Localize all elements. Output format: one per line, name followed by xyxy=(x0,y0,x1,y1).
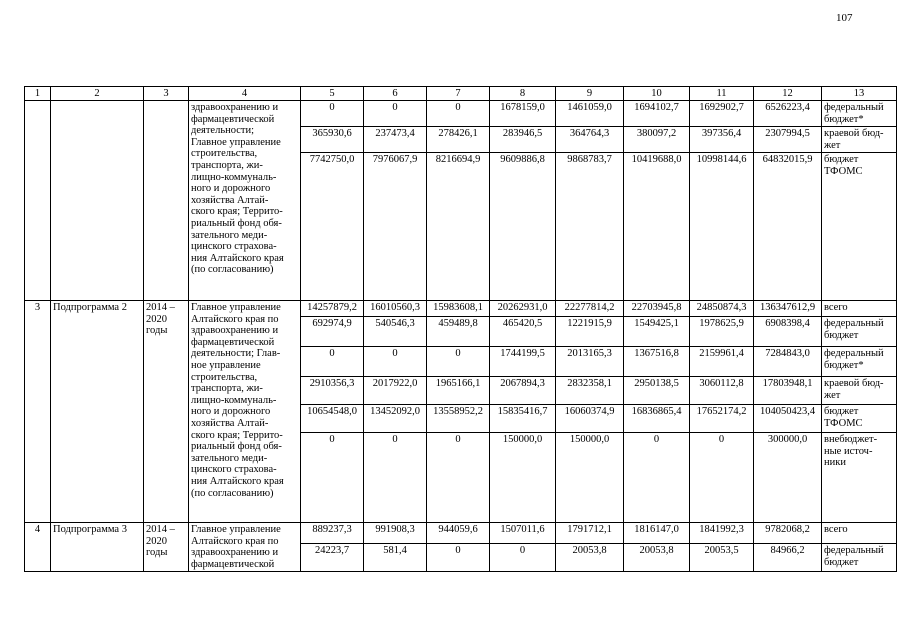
value-cell: 0 xyxy=(364,347,427,377)
funding-source-cell: краевой бюд- жет xyxy=(822,127,897,153)
value-cell: 465420,5 xyxy=(490,317,556,347)
value-cell: 150000,0 xyxy=(556,433,624,523)
subprogram-name-cell: Подпрограмма 2 xyxy=(51,301,144,523)
value-cell: 17652174,2 xyxy=(690,405,754,433)
value-cell: 2067894,3 xyxy=(490,377,556,405)
value-cell: 10998144,6 xyxy=(690,153,754,301)
value-cell: 2950138,5 xyxy=(624,377,690,405)
value-cell: 20262931,0 xyxy=(490,301,556,317)
value-cell: 20053,8 xyxy=(556,544,624,572)
value-cell: 1978625,9 xyxy=(690,317,754,347)
value-cell: 0 xyxy=(301,433,364,523)
row-number-cell: 4 xyxy=(25,523,51,572)
value-cell: 0 xyxy=(490,544,556,572)
value-cell: 150000,0 xyxy=(490,433,556,523)
value-cell: 1841992,3 xyxy=(690,523,754,544)
value-cell: 459489,8 xyxy=(427,317,490,347)
funding-source-cell: внебюджет- ные источ- ники xyxy=(822,433,897,523)
value-cell: 2832358,1 xyxy=(556,377,624,405)
value-cell: 16836865,4 xyxy=(624,405,690,433)
value-cell: 14257879,2 xyxy=(301,301,364,317)
header-cell: 3 xyxy=(144,87,189,101)
value-cell: 991908,3 xyxy=(364,523,427,544)
value-cell: 17803948,1 xyxy=(754,377,822,405)
value-cell: 1461059,0 xyxy=(556,101,624,127)
years-cell: 2014 – 2020 годы xyxy=(144,301,189,523)
value-cell: 1694102,7 xyxy=(624,101,690,127)
value-cell: 13452092,0 xyxy=(364,405,427,433)
value-cell: 20053,8 xyxy=(624,544,690,572)
subprogram-name-cell: Подпрограмма 3 xyxy=(51,523,144,572)
row-number-cell: 3 xyxy=(25,301,51,523)
funding-source-cell: федеральный бюджет xyxy=(822,317,897,347)
header-cell: 7 xyxy=(427,87,490,101)
value-cell: 24223,7 xyxy=(301,544,364,572)
funding-source-cell: федеральный бюджет* xyxy=(822,347,897,377)
value-cell: 2910356,3 xyxy=(301,377,364,405)
value-cell: 278426,1 xyxy=(427,127,490,153)
value-cell: 2307994,5 xyxy=(754,127,822,153)
funding-source-cell: федеральный бюджет* xyxy=(822,101,897,127)
value-cell: 1791712,1 xyxy=(556,523,624,544)
value-cell: 6526223,4 xyxy=(754,101,822,127)
value-cell: 7742750,0 xyxy=(301,153,364,301)
header-cell: 10 xyxy=(624,87,690,101)
value-cell: 0 xyxy=(427,101,490,127)
value-cell: 889237,3 xyxy=(301,523,364,544)
value-cell: 136347612,9 xyxy=(754,301,822,317)
table-row xyxy=(25,101,897,127)
executor-description-cell: Главное управление Алтайского края по здравоохранению и фармацевтической xyxy=(189,523,301,572)
value-cell: 0 xyxy=(427,347,490,377)
value-cell: 20053,5 xyxy=(690,544,754,572)
table-body xyxy=(25,87,897,572)
value-cell: 540546,3 xyxy=(364,317,427,347)
value-cell: 692974,9 xyxy=(301,317,364,347)
value-cell: 15983608,1 xyxy=(427,301,490,317)
value-cell: 84966,2 xyxy=(754,544,822,572)
value-cell: 300000,0 xyxy=(754,433,822,523)
page-number: 107 xyxy=(836,12,853,24)
years-cell: 2014 – 2020 годы xyxy=(144,523,189,572)
header-cell: 5 xyxy=(301,87,364,101)
executor-description-cell: здравоохранению и фармацевтической деятельности; Главное управление строительства, транспорта, жи- лищно-коммуналь- ного и дорожного хозяйства Алтай- ского края; Террито- риальный фонд обя- зательного меди- цинского страхова- ния Алтайского края (по согласованию) xyxy=(189,101,301,301)
value-cell: 10419688,0 xyxy=(624,153,690,301)
value-cell: 9782068,2 xyxy=(754,523,822,544)
value-cell: 1507011,6 xyxy=(490,523,556,544)
value-cell: 16010560,3 xyxy=(364,301,427,317)
table-row xyxy=(25,523,897,544)
value-cell: 0 xyxy=(364,433,427,523)
header-cell: 9 xyxy=(556,87,624,101)
value-cell: 1692902,7 xyxy=(690,101,754,127)
value-cell: 0 xyxy=(624,433,690,523)
value-cell: 397356,4 xyxy=(690,127,754,153)
value-cell: 0 xyxy=(301,101,364,127)
funding-source-cell: всего xyxy=(822,301,897,317)
funding-source-cell: бюджет ТФОМС xyxy=(822,405,897,433)
value-cell: 13558952,2 xyxy=(427,405,490,433)
value-cell: 22277814,2 xyxy=(556,301,624,317)
value-cell: 3060112,8 xyxy=(690,377,754,405)
value-cell: 237473,4 xyxy=(364,127,427,153)
years-cell xyxy=(144,101,189,301)
value-cell: 0 xyxy=(427,544,490,572)
value-cell: 104050423,4 xyxy=(754,405,822,433)
value-cell: 22703945,8 xyxy=(624,301,690,317)
value-cell: 9609886,8 xyxy=(490,153,556,301)
budget-table xyxy=(24,86,897,572)
value-cell: 10654548,0 xyxy=(301,405,364,433)
value-cell: 1367516,8 xyxy=(624,347,690,377)
value-cell: 365930,6 xyxy=(301,127,364,153)
header-cell: 2 xyxy=(51,87,144,101)
subprogram-name-cell xyxy=(51,101,144,301)
value-cell: 7284843,0 xyxy=(754,347,822,377)
funding-source-cell: бюджет ТФОМС xyxy=(822,153,897,301)
funding-source-cell: федеральный бюджет xyxy=(822,544,897,572)
value-cell: 1965166,1 xyxy=(427,377,490,405)
value-cell: 283946,5 xyxy=(490,127,556,153)
value-cell: 6908398,4 xyxy=(754,317,822,347)
value-cell: 1221915,9 xyxy=(556,317,624,347)
table-row xyxy=(25,301,897,317)
header-cell: 1 xyxy=(25,87,51,101)
header-cell: 6 xyxy=(364,87,427,101)
value-cell: 0 xyxy=(301,347,364,377)
value-cell: 944059,6 xyxy=(427,523,490,544)
value-cell: 64832015,9 xyxy=(754,153,822,301)
funding-source-cell: всего xyxy=(822,523,897,544)
value-cell: 0 xyxy=(427,433,490,523)
value-cell: 9868783,7 xyxy=(556,153,624,301)
value-cell: 380097,2 xyxy=(624,127,690,153)
value-cell: 1678159,0 xyxy=(490,101,556,127)
value-cell: 581,4 xyxy=(364,544,427,572)
header-cell: 11 xyxy=(690,87,754,101)
value-cell: 8216694,9 xyxy=(427,153,490,301)
value-cell: 15835416,7 xyxy=(490,405,556,433)
funding-source-cell: краевой бюд- жет xyxy=(822,377,897,405)
value-cell: 2159961,4 xyxy=(690,347,754,377)
header-cell: 13 xyxy=(822,87,897,101)
header-cell: 12 xyxy=(754,87,822,101)
row-number-cell xyxy=(25,101,51,301)
header-row xyxy=(25,87,897,101)
value-cell: 364764,3 xyxy=(556,127,624,153)
value-cell: 1549425,1 xyxy=(624,317,690,347)
value-cell: 16060374,9 xyxy=(556,405,624,433)
value-cell: 7976067,9 xyxy=(364,153,427,301)
value-cell: 2017922,0 xyxy=(364,377,427,405)
header-cell: 4 xyxy=(189,87,301,101)
value-cell: 24850874,3 xyxy=(690,301,754,317)
executor-description-cell: Главное управление Алтайского края по здравоохранению и фармацевтической деятельности; Глав- ное управление строительства, транспорта, жи- лищно-коммуналь- ного и дорожного хозяйства Алтай- ского края; Террито- риальный фонд обя- зательного меди- цинского страхова- ния Алтайского края (по согласованию) xyxy=(189,301,301,523)
value-cell: 1744199,5 xyxy=(490,347,556,377)
header-cell: 8 xyxy=(490,87,556,101)
value-cell: 1816147,0 xyxy=(624,523,690,544)
value-cell: 2013165,3 xyxy=(556,347,624,377)
value-cell: 0 xyxy=(690,433,754,523)
value-cell: 0 xyxy=(364,101,427,127)
